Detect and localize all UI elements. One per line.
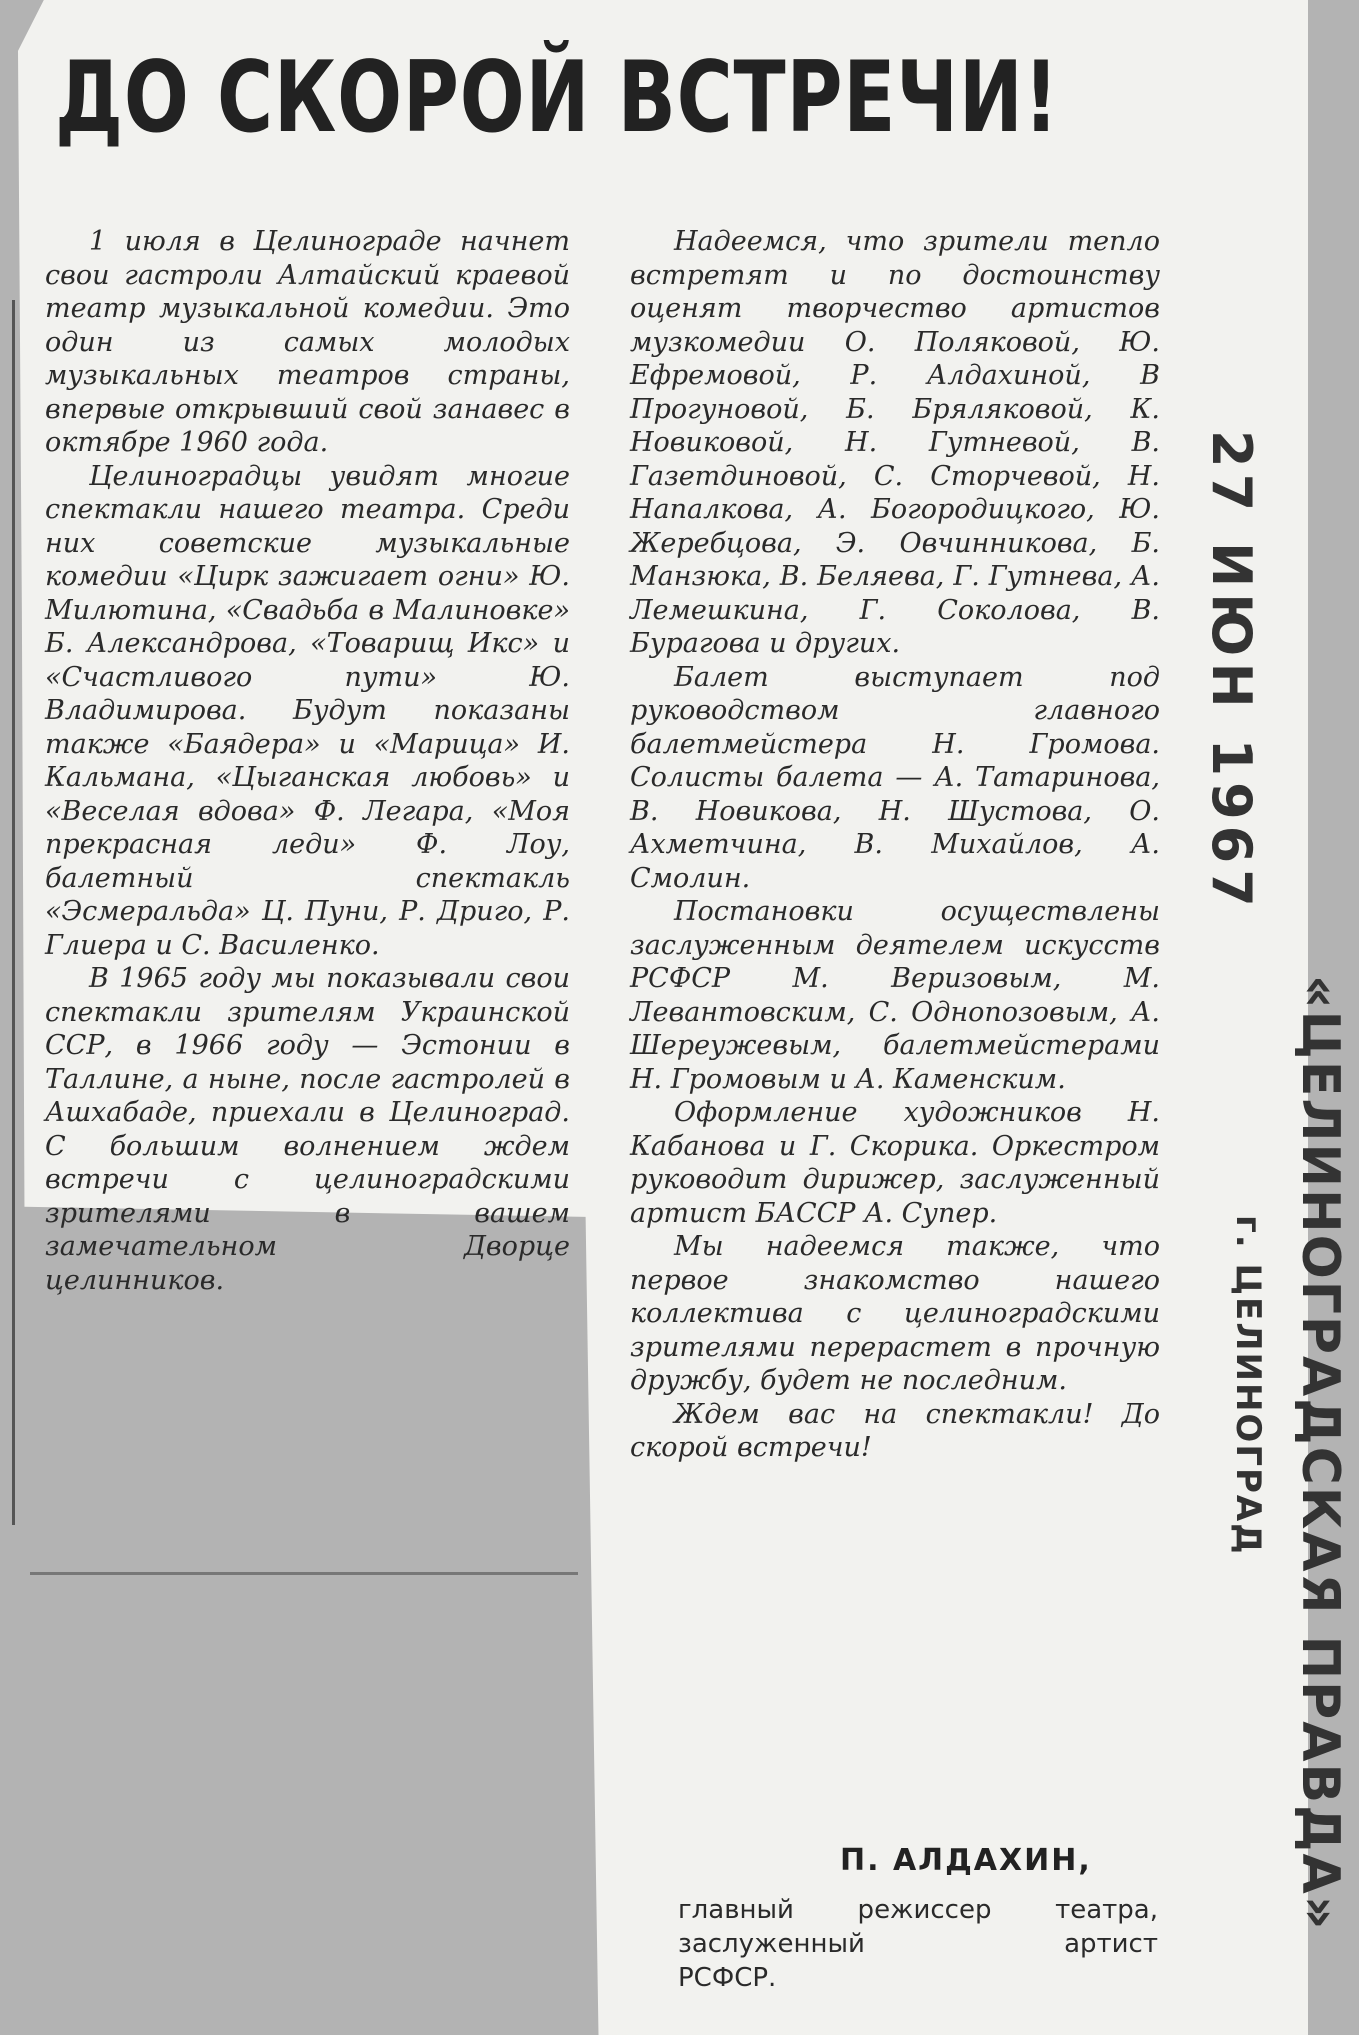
paragraph: Надеемся, что зрители тепло встретят и по достоинству оценят творчество артистов музкомедии О. Поляковой, Ю. Ефремовой, Р. Алдахиной, В Прогуновой, Б. Бряляковой, К. Новиковой, Н. Гутневой, В. Газетдиновой, С. Сторчевой, Н. Напалкова, А. Богородицкого, Ю. Жеребцова, Э. Овчинникова, Б. Манзюка, В. Беляева, Г. Гутнева, А. Лемешкина, Г. Соколова, В. Бурагова и других. bbox=[630, 226, 1160, 659]
author-title-line: заслуженный артист bbox=[678, 1929, 1158, 1959]
paragraph: Мы надеемся также, что первое знакомство нашего коллектива с целиноградскими зрителями перерастет в прочную дружбу, будет не последним. bbox=[630, 1231, 1160, 1396]
city-stamp: г. ЦЕЛИНОГРАД bbox=[1228, 1215, 1268, 1556]
article-headline: ДО СКОРОЙ ВСТРЕЧИ! bbox=[55, 41, 1060, 155]
author-name: П. АЛДАХИН, bbox=[840, 1843, 1092, 1878]
paragraph: В 1965 году мы показывали свои спектакли зрителям Украинской ССР, в 1966 году — Эстонии в Таллине, а ныне, после гастролей в Ашхабаде, приехали в Целиноград. С большим волнением ждем встречи с целиноградскими зрителями в вашем замечательном Дворце целинников. bbox=[45, 963, 570, 1296]
author-title-line: РСФСР. bbox=[678, 1963, 777, 1993]
author-title-line: главный режиссер театра, bbox=[678, 1895, 1158, 1925]
paragraph: Ждем вас на спектакли! До скорой встречи! bbox=[630, 1398, 1160, 1463]
column-rule bbox=[12, 300, 15, 1525]
left-column bbox=[45, 225, 570, 1297]
column-bottom-rule bbox=[30, 1572, 578, 1575]
date-stamp: 27 ИЮН 1967 bbox=[1200, 430, 1263, 913]
right-column bbox=[630, 225, 1160, 1465]
paragraph: Целиноградцы увидят многие спектакли нашего театра. Среди них советские музыкальные комедии «Цирк зажигает огни» Ю. Милютина, «Свадьба в Малиновке» Б. Александрова, «Товарищ Икс» и «Счастливого пути» Ю. Владимирова. Будут показаны также «Баядера» и «Марица» И. Кальмана, «Цыганская любовь» и «Веселая вдова» Ф. Легара, «Моя прекрасная леди» Ф. Лоу, балетный спектакль «Эсмеральда» Ц. Пуни, Р. Дриго, Р. Глиера и С. Василенко. bbox=[45, 460, 570, 961]
paragraph: 1 июля в Целинограде начнет свои гастроли Алтайский краевой театр музыкальной комедии. Это один из самых молодых музыкальных театров страны, впервые открывший свой занавес в октябре 1960 года. bbox=[45, 226, 570, 458]
paragraph: Оформление художников Н. Кабанова и Г. Скорика. Оркестром руководит дирижер, заслуженный артист БАССР А. Супер. bbox=[630, 1097, 1160, 1229]
paragraph: Постановки осуществлены заслуженным деятелем искусств РСФСР М. Веризовым, М. Левантовским, С. Однопозовым, А. Шереужевым, балетмейстерами Н. Громовым и А. Каменским. bbox=[630, 896, 1160, 1095]
paragraph: Балет выступает под руководством главного балетмейстера Н. Громова. Солисты балета — А. Татаринова, В. Новикова, Н. Шустова, О. Ахметчина, В. Михайлов, А. Смолин. bbox=[630, 661, 1160, 894]
newspaper-name-stamp: «ЦЕЛИНОГРАДСКАЯ ПРАВДА» bbox=[1290, 975, 1350, 1932]
author-title bbox=[678, 1893, 1158, 1995]
